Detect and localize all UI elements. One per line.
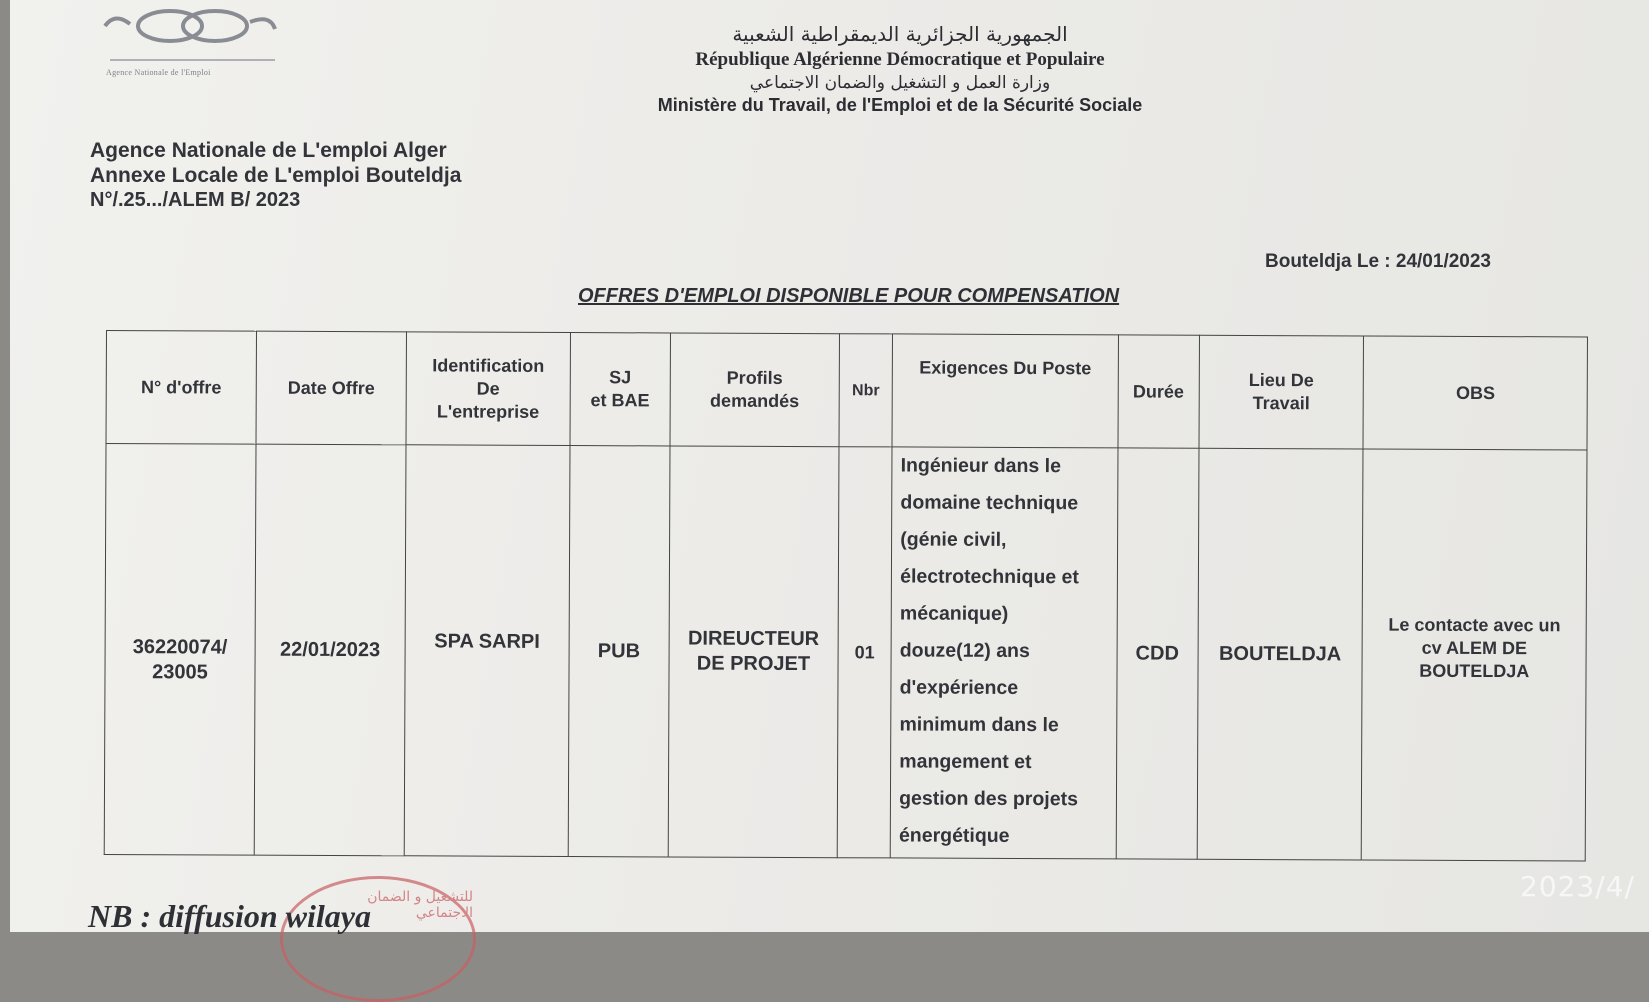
official-header: [570, 22, 1230, 116]
cell-nbr: 01: [837, 447, 892, 858]
requirement-line: d'expérience: [899, 676, 1019, 699]
logo-caption: Agence Nationale de l'Emploi: [106, 68, 211, 77]
cell-obs: Le contacte avec un cv ALEM DE BOUTELDJA: [1362, 449, 1587, 861]
cell-sj: PUB: [568, 446, 670, 857]
official-stamp: [280, 876, 476, 1002]
requirement-line: Ingénieur dans le: [900, 454, 1062, 478]
header-duration: Durée: [1118, 335, 1199, 448]
cell-company: SPA SARPI: [404, 445, 570, 857]
requirement-line: mécanique): [899, 602, 1009, 625]
header-nbr: Nbr: [839, 334, 893, 447]
footer-note: NB : diffusion wilaya: [88, 898, 371, 934]
document-date: Bouteldja Le : 24/01/2023: [1265, 251, 1491, 272]
document-page: [10, 0, 1649, 932]
header-ministry-ar: وزارة العمل و التشغيل والضمان الاجتماعي: [749, 73, 1051, 93]
table-header-row: [106, 331, 1587, 450]
header-ministry-fr: Ministère du Travail, de l'Emploi et de la Sécurité Sociale: [657, 95, 1143, 115]
document-title: OFFRES D'EMPLOI DISPONIBLE POUR COMPENSATION: [578, 285, 1120, 307]
requirement-line: domaine technique: [900, 491, 1079, 515]
header-offer-no: N° d'offre: [106, 331, 256, 445]
header-profiles: Profils demandés: [670, 333, 840, 447]
cell-profile: DIREUCTEUR DE PROJET: [668, 446, 839, 858]
requirement-line: énergétique: [898, 824, 1010, 847]
requirements-list: [899, 447, 1109, 855]
cell-offer-no: 36220074/ 23005: [104, 444, 256, 856]
agency-block: [90, 138, 461, 213]
agency-line-2: Annexe Locale de L'emploi Bouteldja: [90, 164, 462, 187]
header-republic-ar: الجمهورية الجزائرية الديمقراطية الشعبية: [732, 22, 1068, 46]
header-obs: OBS: [1363, 336, 1587, 450]
cell-date: 22/01/2023: [254, 444, 406, 856]
agency-line-1: Agence Nationale de L'emploi Alger: [90, 139, 447, 162]
cell-requirements: [890, 447, 1117, 859]
requirement-line: douze(12) ans: [899, 639, 1030, 663]
requirement-line: (génie civil,: [900, 528, 1007, 551]
requirement-line: gestion des projets: [899, 787, 1078, 811]
header-sj-bae: SJ et BAE: [570, 333, 670, 446]
header-workplace: Lieu De Travail: [1199, 335, 1364, 449]
header-requirements: Exigences Du Poste: [892, 334, 1118, 448]
header-company: Identification De L'entreprise: [406, 332, 570, 446]
requirement-line: mangement et: [899, 750, 1032, 774]
reference-number: N°/.25.../ALEM B/ 2023: [90, 189, 301, 211]
requirement-line: électrotechnique et: [900, 565, 1079, 589]
header-date: Date Offre: [256, 331, 406, 445]
cell-workplace: BOUTELDJA: [1197, 448, 1364, 860]
photo-timestamp: 2023/4/: [1520, 870, 1635, 903]
header-republic-fr: République Algérienne Démocratique et Populaire: [695, 49, 1105, 70]
job-offers-table: [104, 330, 1588, 861]
cell-duration: CDD: [1116, 448, 1199, 859]
stamp-text: للتشغيل و الضمان الاجتماعي: [367, 889, 473, 921]
table-row: [104, 444, 1587, 861]
requirement-line: minimum dans le: [899, 713, 1059, 737]
